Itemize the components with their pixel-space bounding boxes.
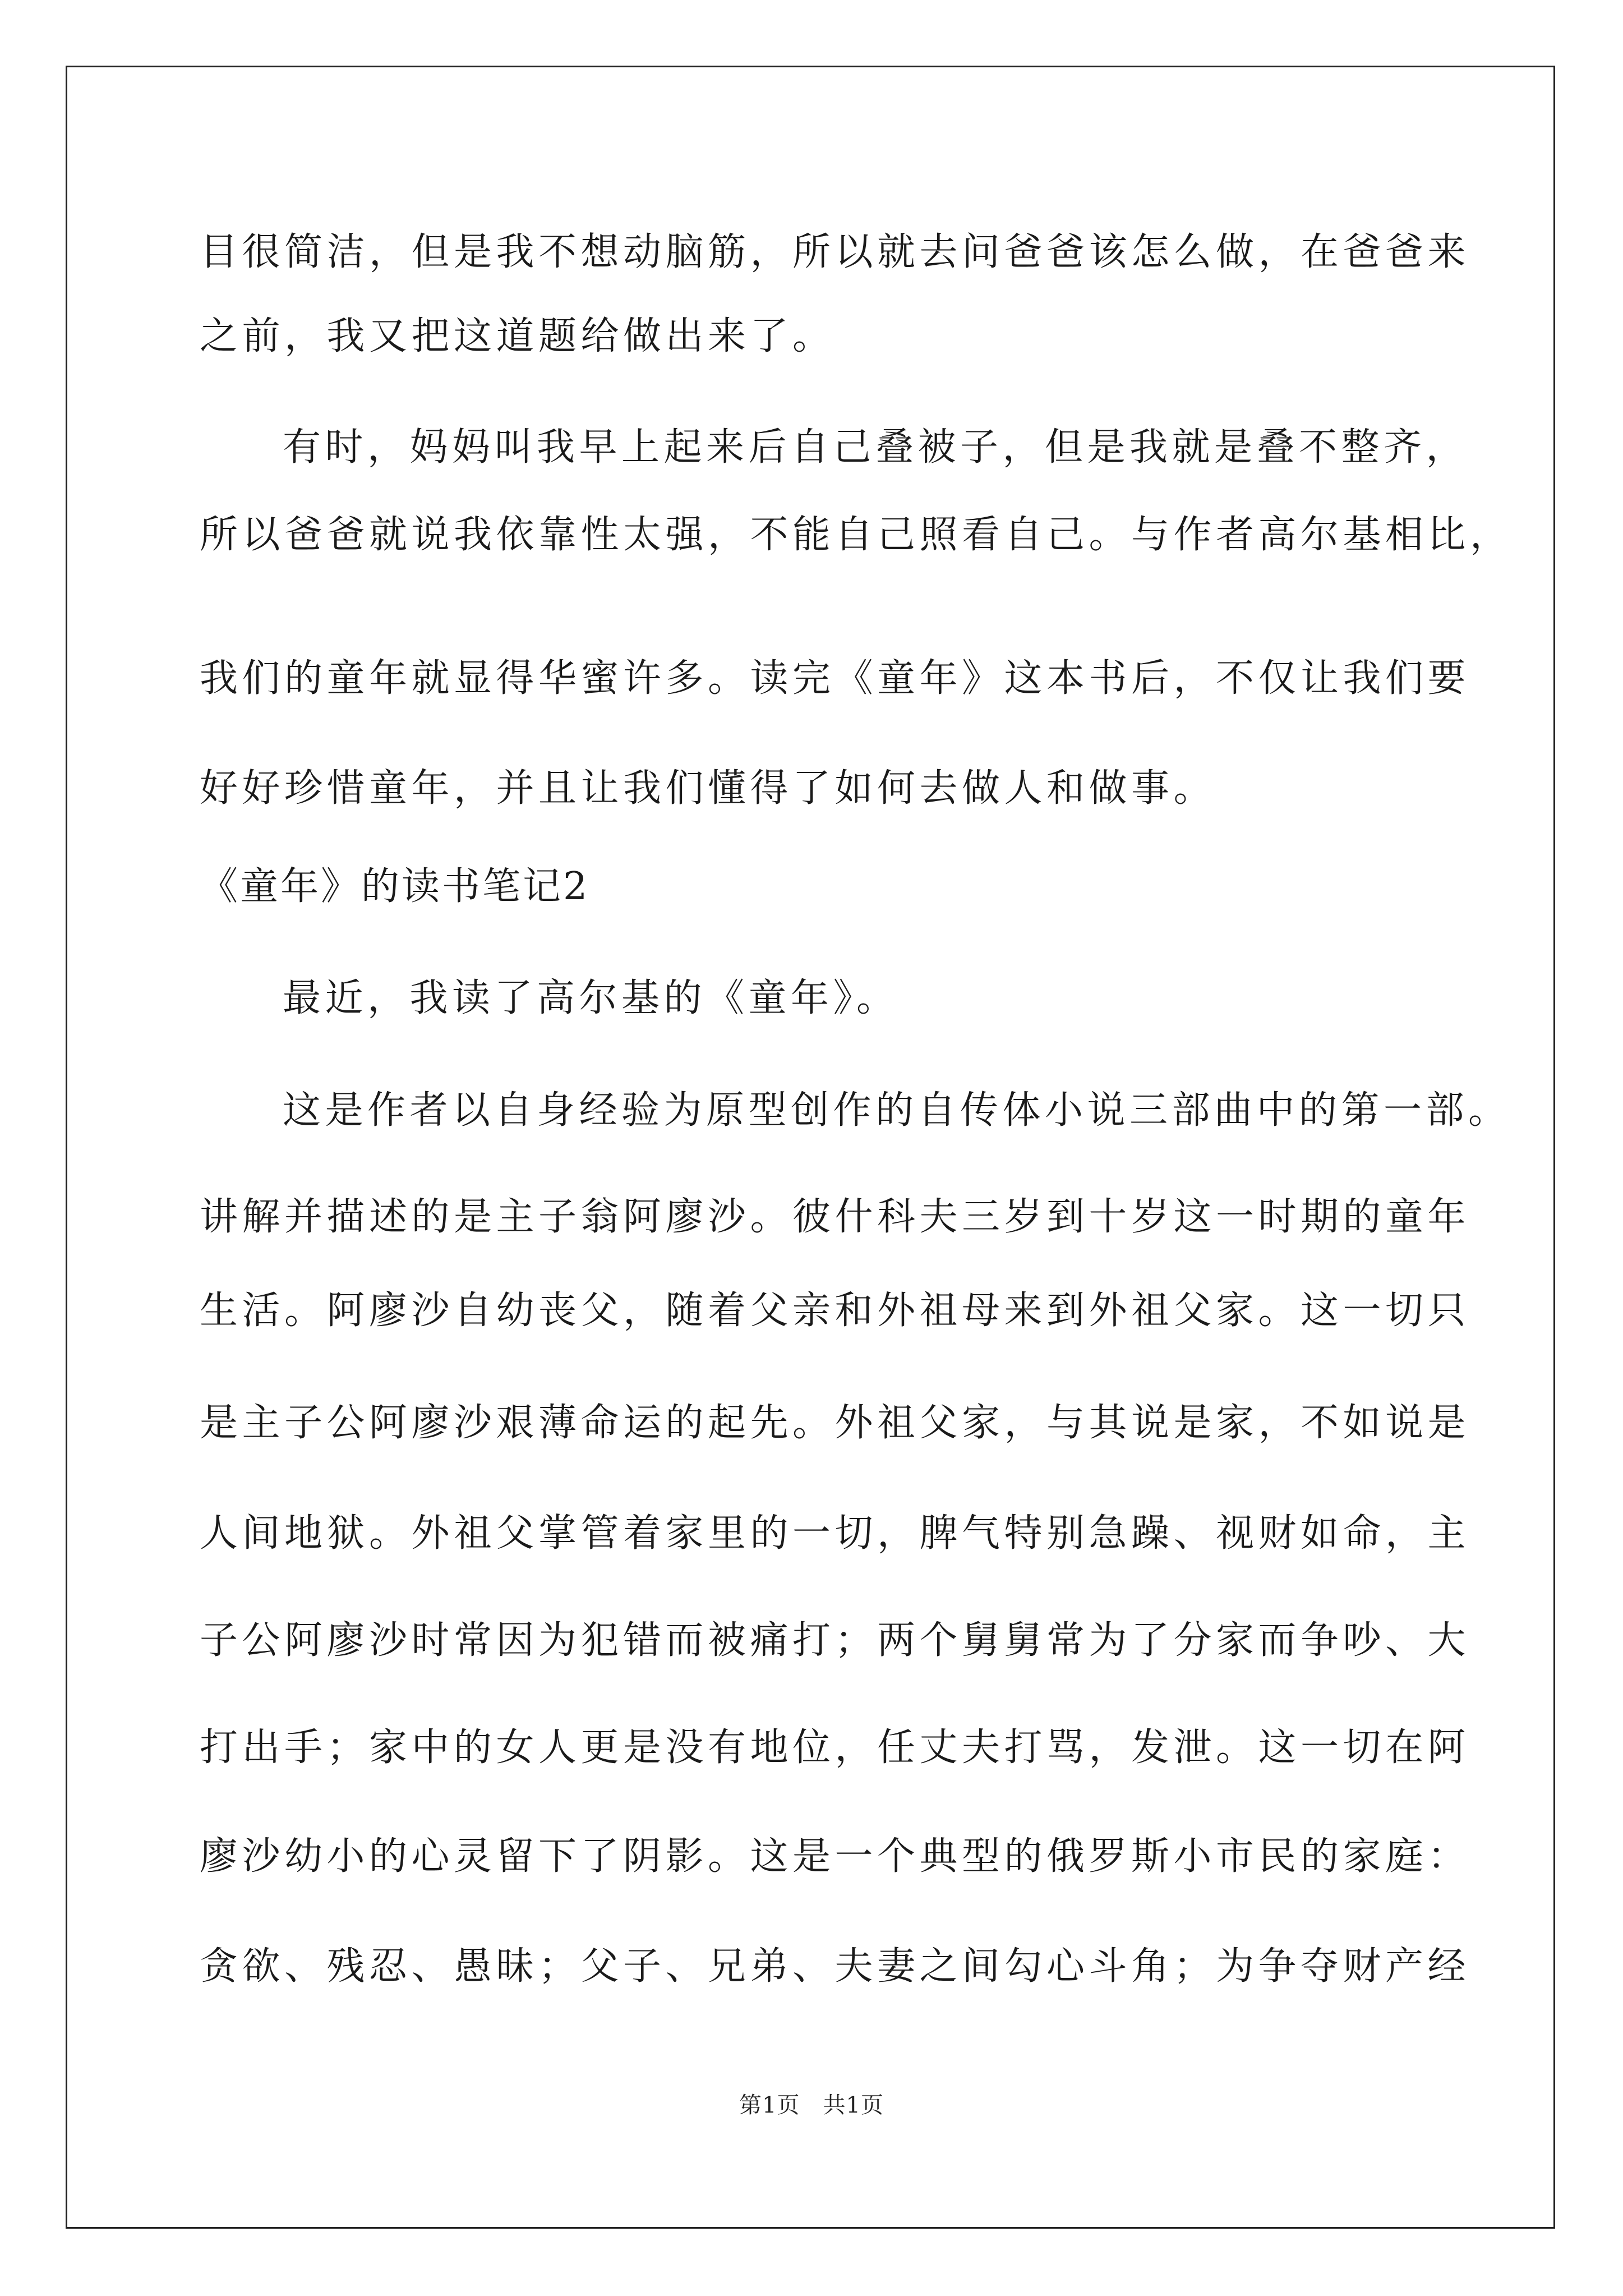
body-line-14: 子公阿廖沙时常因为犯错而被痛打；两个舅舅常为了分家而争吵、大	[200, 1618, 1470, 1663]
body-line-11: 生活。阿廖沙自幼丧父，随着父亲和外祖母来到外祖父家。这一切只	[200, 1289, 1470, 1333]
body-line-15: 打出手；家中的女人更是没有地位，任丈夫打骂，发泄。这一切在阿	[200, 1726, 1470, 1770]
body-line-12: 是主子公阿廖沙艰薄命运的起先。外祖父家，与其说是家，不如说是	[200, 1401, 1470, 1445]
body-line-6: 好好珍惜童年，并且让我们懂得了如何去做人和做事。	[200, 766, 1216, 811]
body-line-5: 我们的童年就显得华蜜许多。读完《童年》这本书后，不仅让我们要	[200, 656, 1470, 701]
body-line-13: 人间地狱。外祖父掌管着家里的一切，脾气特别急躁、视财如命，主	[200, 1511, 1470, 1556]
body-line-8: 最近，我读了高尔基的《童年》。	[283, 976, 899, 1020]
body-line-3: 有时，妈妈叫我早上起来后自己叠被子，但是我就是叠不整齐，	[283, 425, 1469, 470]
body-line-10: 讲解并描述的是主子翁阿廖沙。彼什科夫三岁到十岁这一时期的童年	[200, 1195, 1470, 1239]
body-line-17: 贪欲、残忍、愚昧；父子、兄弟、夫妻之间勾心斗角；为争夺财产经	[200, 1944, 1470, 1989]
body-line-16: 廖沙幼小的心灵留下了阴影。这是一个典型的俄罗斯小市民的家庭：	[200, 1834, 1470, 1879]
body-line-9: 这是作者以自身经验为原型创作的自传体小说三部曲中的第一部。	[283, 1088, 1511, 1133]
body-line-4: 所以爸爸就说我依靠性太强，不能自己照看自己。与作者高尔基相比，	[200, 513, 1513, 557]
section-heading: 《童年》的读书笔记2	[200, 864, 590, 909]
page-footer: 第1页 共1页	[739, 2092, 884, 2118]
body-line-1: 目很简洁，但是我不想动脑筋，所以就去问爸爸该怎么做，在爸爸来	[200, 230, 1470, 274]
body-line-2: 之前，我又把这道题给做出来了。	[200, 314, 835, 358]
page-border	[66, 66, 1555, 2229]
